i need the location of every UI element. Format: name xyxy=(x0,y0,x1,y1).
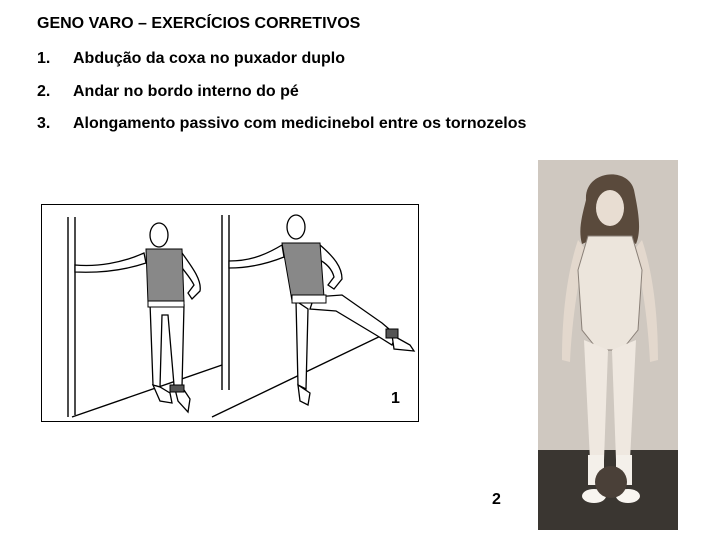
figure-1-label: 1 xyxy=(391,390,400,407)
figure-2-label: 2 xyxy=(492,491,501,508)
list-item-text: Alongamento passivo com medicinebol entre os tornozelos xyxy=(73,115,527,132)
exercise-illustration xyxy=(42,205,418,421)
list-item-number: 2. xyxy=(37,83,51,100)
page-title: GENO VARO – EXERCÍCIOS CORRETIVOS xyxy=(37,15,361,32)
list-item-text: Andar no bordo interno do pé xyxy=(73,83,299,100)
list-item-text: Abdução da coxa no puxador duplo xyxy=(73,50,346,67)
list-item-number: 3. xyxy=(37,115,51,132)
list-item-2 xyxy=(37,83,299,101)
list-item-1 xyxy=(37,50,345,68)
figure-2-photo xyxy=(538,160,678,530)
figure-1-illustration xyxy=(41,204,419,422)
list-item-number: 1. xyxy=(37,50,51,67)
woman-with-medicine-ball-photo xyxy=(538,160,678,530)
list-item-3 xyxy=(37,115,526,133)
